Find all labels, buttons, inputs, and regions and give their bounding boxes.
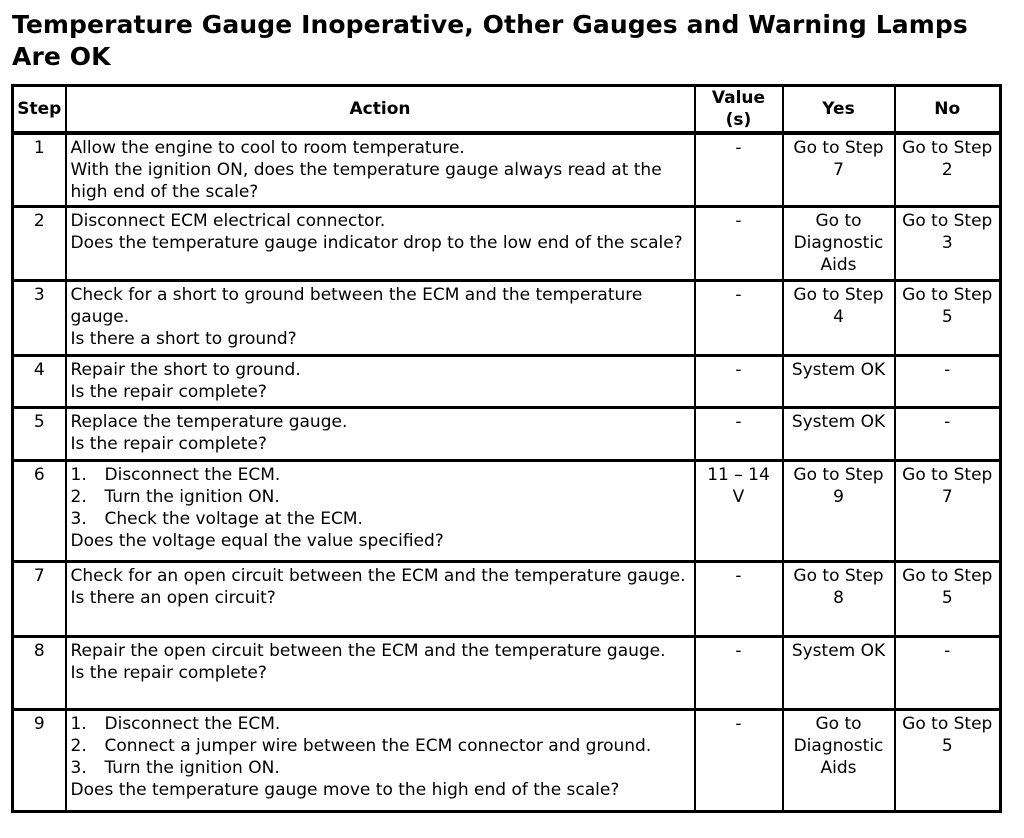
substep-item xyxy=(71,713,690,735)
step-number: 6 xyxy=(13,461,66,562)
table-row xyxy=(13,408,1001,461)
diagnostic-table xyxy=(11,84,1002,813)
action-question: Is the repair complete? xyxy=(70,382,267,402)
header-action: Action xyxy=(66,86,695,134)
substep-number: 2. xyxy=(70,736,87,756)
yes-cell: Go to Diagnostic Aids xyxy=(783,710,895,812)
substep-item xyxy=(71,486,690,508)
action-question: With the ignition ON, does the temperature gauge always read at the high end of the scale? xyxy=(70,160,662,202)
table-row xyxy=(13,133,1001,207)
action-question: Does the temperature gauge indicator drop to the low end of the scale? xyxy=(70,233,683,253)
substep-number: 2. xyxy=(70,487,87,507)
table-row xyxy=(13,461,1001,562)
action-line: Allow the engine to cool to room temperature. xyxy=(70,138,465,158)
action-question: Is the repair complete? xyxy=(70,663,267,683)
step-number: 1 xyxy=(13,133,66,207)
yes-cell: System OK xyxy=(783,408,895,461)
substep-number: 1. xyxy=(70,465,87,485)
action-cell xyxy=(66,408,695,461)
step-number: 7 xyxy=(13,562,66,637)
substep-text: Check the voltage at the ECM. xyxy=(104,509,363,529)
value-cell: - xyxy=(695,562,783,637)
action-question: Is the repair complete? xyxy=(70,434,267,454)
value-cell: 11 – 14 V xyxy=(695,461,783,562)
substep-text: Turn the ignition ON. xyxy=(104,758,280,778)
value-cell: - xyxy=(695,356,783,408)
no-cell: Go to Step 7 xyxy=(895,461,1001,562)
action-line: Repair the open circuit between the ECM and the temperature gauge. xyxy=(70,641,666,661)
yes-cell: Go to Step 4 xyxy=(783,281,895,356)
table-row xyxy=(13,710,1001,812)
document-title: Temperature Gauge Inoperative, Other Gauges and Warning Lamps Are OK xyxy=(12,10,968,71)
substep-number: 3. xyxy=(70,758,87,778)
header-yes: Yes xyxy=(783,86,895,134)
action-question: Is there a short to ground? xyxy=(70,329,297,349)
yes-cell: System OK xyxy=(783,637,895,710)
no-cell: - xyxy=(895,408,1001,461)
header-value: Value (s) xyxy=(695,86,783,134)
no-cell: Go to Step 2 xyxy=(895,133,1001,207)
value-cell: - xyxy=(695,408,783,461)
action-line: Repair the short to ground. xyxy=(70,360,301,380)
action-line: Replace the temperature gauge. xyxy=(70,412,348,432)
substep-item xyxy=(71,757,690,779)
action-cell xyxy=(66,710,695,812)
no-cell: Go to Step 5 xyxy=(895,562,1001,637)
table-row xyxy=(13,207,1001,281)
step-number: 5 xyxy=(13,408,66,461)
substep-item xyxy=(71,464,690,486)
value-cell: - xyxy=(695,133,783,207)
no-cell: - xyxy=(895,356,1001,408)
action-line: Check for a short to ground between the ECM and the temperature gauge. xyxy=(70,285,643,327)
substep-text: Disconnect the ECM. xyxy=(104,465,281,485)
substep-number: 1. xyxy=(70,714,87,734)
substep-item xyxy=(71,735,690,757)
no-cell: - xyxy=(895,637,1001,710)
substep-item xyxy=(71,508,690,530)
step-number: 2 xyxy=(13,207,66,281)
substep-number: 3. xyxy=(70,509,87,529)
substep-text: Turn the ignition ON. xyxy=(104,487,280,507)
yes-cell: Go to Diagnostic Aids xyxy=(783,207,895,281)
value-cell: - xyxy=(695,710,783,812)
substep-text: Disconnect the ECM. xyxy=(104,714,281,734)
table-row xyxy=(13,562,1001,637)
step-number: 8 xyxy=(13,637,66,710)
no-cell: Go to Step 3 xyxy=(895,207,1001,281)
no-cell: Go to Step 5 xyxy=(895,710,1001,812)
action-cell xyxy=(66,207,695,281)
table-row xyxy=(13,281,1001,356)
table-header-row xyxy=(13,86,1001,134)
table-row xyxy=(13,637,1001,710)
yes-cell: System OK xyxy=(783,356,895,408)
action-question: Does the voltage equal the value specified? xyxy=(70,531,444,551)
action-cell xyxy=(66,637,695,710)
value-cell: - xyxy=(695,207,783,281)
action-cell xyxy=(66,281,695,356)
step-number: 9 xyxy=(13,710,66,812)
action-cell xyxy=(66,461,695,562)
action-cell xyxy=(66,356,695,408)
action-line: Check for an open circuit between the ECM and the temperature gauge. xyxy=(70,566,686,586)
header-no: No xyxy=(895,86,1001,134)
yes-cell: Go to Step 8 xyxy=(783,562,895,637)
action-question: Is there an open circuit? xyxy=(70,588,276,608)
no-cell: Go to Step 5 xyxy=(895,281,1001,356)
step-number: 4 xyxy=(13,356,66,408)
substep-list xyxy=(71,464,690,530)
value-cell: - xyxy=(695,637,783,710)
action-cell xyxy=(66,133,695,207)
yes-cell: Go to Step 7 xyxy=(783,133,895,207)
yes-cell: Go to Step 9 xyxy=(783,461,895,562)
value-cell: - xyxy=(695,281,783,356)
table-row xyxy=(13,356,1001,408)
header-step: Step xyxy=(13,86,66,134)
action-question: Does the temperature gauge move to the high end of the scale? xyxy=(70,780,620,800)
step-number: 3 xyxy=(13,281,66,356)
action-cell xyxy=(66,562,695,637)
action-line: Disconnect ECM electrical connector. xyxy=(70,211,386,231)
substep-text: Connect a jumper wire between the ECM connector and ground. xyxy=(104,736,652,756)
substep-list xyxy=(71,713,690,779)
